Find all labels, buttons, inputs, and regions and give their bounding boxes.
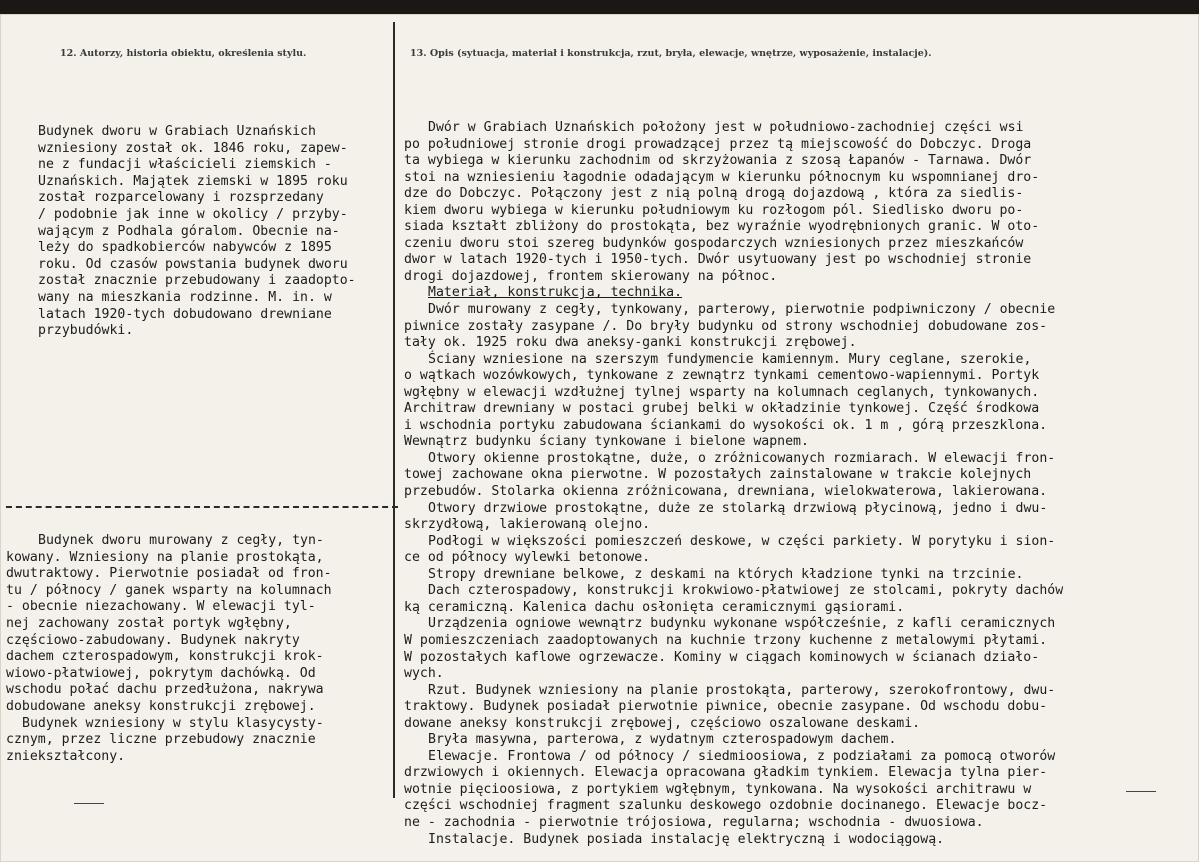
text-line: dachem czterospadowym, konstrukcji krok- (6, 649, 324, 665)
text-line: Otwory drzwiowe prostokątne, duże ze stolarką drzwiową płycinową, jedno i dwu- (428, 500, 1048, 516)
text-line: dze do Dobczyc. Połączony jest z nią polną drogą dojazdową , która za siedlis- (404, 186, 1024, 202)
text-line: został rozparcelowany i rozsprzedany (38, 190, 324, 206)
text-line: wotnie pięcioosiowa, z portykiem wgłębnym, tynkowana. Na wysokości architrawu w (404, 781, 1032, 797)
subheading-material: Materiał, konstrukcja, technika. (428, 285, 683, 301)
text-line: ce od północy wylewki betonowe. (404, 550, 651, 566)
text-line: skrzydłową, lakierowaną olejno. (404, 517, 651, 533)
text-line: wzniesiony został ok. 1846 roku, zapew- (38, 140, 348, 156)
short-rule-left (74, 803, 104, 804)
text-line: dwutraktowy. Pierwotnie posiadał od fron- (6, 566, 332, 582)
history-text-block (38, 124, 356, 340)
text-line: wiowo-płatwiowej, pokrytym dachówką. Od (6, 665, 316, 681)
section-12-header: 12. Autorzy, historia obiektu, określenia stylu. (60, 48, 307, 59)
text-line: Architraw drewniany w postaci grubej belki w okładzinie tynkowej. Część środkowa (404, 401, 1040, 417)
text-line: stoi na wzniesieniu łagodnie odadającym w kierunku północnym ku wspomnianej dro- (404, 169, 1040, 185)
text-line: Dach czterospadowy, konstrukcji krokwiowo-płatwiowej ze stolcami, pokryty dachów (428, 583, 1064, 599)
text-line: latach 1920-tych dobudowano drewniane (38, 306, 332, 322)
text-line: dwor w latach 1920-tych i 1950-tych. Dwór usytuowany jest po wschodniej stronie (404, 252, 1032, 268)
text-line: Podłogi w większości pomieszczeń deskowe, w części parkiety. W porytyku i sion- (428, 533, 1056, 549)
description-text-block (404, 120, 1063, 848)
text-line: kowany. Wzniesiony na planie prostokąta, (6, 549, 324, 565)
text-line: przebudów. Stolarka okienna zróżnicowana, drewniana, wielokwaterowa, lakierowana. (404, 484, 1048, 500)
text-line: W pozostałych kaflowe ogrzewacze. Kominy w ciągach kominowych w ścianach działo- (404, 649, 1040, 665)
text-line: ne z fundacji właścicieli ziemskich - (38, 157, 332, 173)
text-line: Budynek dworu murowany z cegły, tyn- (38, 533, 324, 548)
text-line: siada kształt zbliżony do prostokąta, bez wyraźnie wyodrębnionych granic. W oto- (404, 219, 1040, 235)
text-line: tały ok. 1925 roku dwa aneksy-ganki konstrukcji zrębowej. (404, 335, 857, 351)
text-line: dobudowane aneksy konstrukcji zrębowej. (6, 698, 316, 714)
text-line: ką ceramiczną. Kalenica dachu osłonięta ceramicznymi gąsiorami. (404, 599, 905, 615)
text-line: leży do spadkobierców nabywców z 1895 (38, 240, 332, 256)
text-line: tu / północy / ganek wsparty na kolumnach (6, 582, 332, 598)
text-line: traktowy. Budynek posiadał pierwotnie piwnice, obecnie zasypane. Od wschodu dobu- (404, 699, 1048, 715)
subheading-bryla: Bryła masywna, parterowa, z wydatnym czterospadowym dachem. (428, 732, 897, 748)
text-line: / podobnie jak inne w okolicy / przyby- (38, 206, 348, 222)
text-line: ta wybiega w kierunku zachodnim od skrzyżowania z szosą Łapanów - Tarnawa. Dwór (404, 153, 1032, 169)
column-divider (393, 22, 395, 798)
text-line: ne - zachodnia - pierwotnie trójosiowa, regularna; wschodnia - dwuosiowa. (404, 814, 984, 830)
style-text-block (6, 533, 332, 765)
text-line: po południowej stronie drogi prowadzącej przez tą miejscowość do Dobczyc. Droga (404, 136, 1032, 152)
text-line: czeniu dworu stoi szereg budynków gospodarczych wzniesionych przez mieszkańców (404, 235, 1024, 251)
subheading-rzut: Rzut. Budynek wzniesiony na planie prostokąta, parterowy, szerokofrontowy, dwu- (428, 682, 1056, 698)
text-line: został znacznie przebudowany i zaadopto- (38, 273, 356, 289)
text-line: - obecnie niezachowany. W elewacji tyl- (6, 599, 316, 615)
text-line: nej zachowany został portyk wgłębny, (6, 615, 292, 631)
section-13-header: 13. Opis (sytuacja, materiał i konstrukcja, rzut, bryła, elewacje, wnętrze, wyposażenie, instalacje). (410, 48, 932, 59)
text-line: Budynek wzniesiony w stylu klasycysty- (22, 715, 324, 731)
text-line: i wschodnia portyku zabudowana ściankami do wysokości ok. 1 m , górą przeszklona. (404, 417, 1048, 433)
text-line: wającym z Podhala góralom. Obecnie na- (38, 223, 340, 239)
text-line: Otwory okienne prostokątne, duże, o zróżnicowanych rozmiarach. W elewacji fron- (428, 450, 1056, 466)
text-line: Wewnątrz budynku ściany tynkowane i bielone wapnem. (404, 434, 809, 450)
text-line: piwnice zostały zasypane /. Do bryły budynku od strony wschodniej dobudowane zos- (404, 318, 1048, 334)
text-line: o wątkach wozówkowych, tynkowane z zewnątrz tynkami cementowo-wapiennymi. Portyk (404, 368, 1040, 384)
text-line: części wschodniej fragment szalunku deskowego ozdobnie docinanego. Elewacje bocz- (404, 798, 1048, 814)
section-divider-dashed (6, 506, 398, 508)
text-line: W pomieszczeniach zaadoptowanych na kuchnie trzony kuchenne z metalowymi płytami. (404, 632, 1048, 648)
text-line: Urządzenia ogniowe wewnątrz budynku wykonane współcześnie, z kafli ceramicznych (428, 616, 1056, 632)
text-line: zniekształcony. (6, 748, 126, 764)
text-line: wych. (404, 666, 444, 682)
subheading-elewacje: Elewacje. Frontowa / od północy / siedmioosiowa, z podziałami za pomocą otworów (428, 748, 1056, 764)
text-line: wany na mieszkania rodzinne. M. in. w (38, 289, 332, 305)
text-line: przybudówki. (38, 323, 134, 339)
subheading-instalacje: Instalacje. Budynek posiada instalację elektryczną i wodociągową. (428, 831, 945, 847)
text-line: wgłębny w elewacji wzdłużnej tylnej wsparty na kolumnach ceglanych, tynkowanych. (404, 384, 1040, 400)
text-line: Dwór murowany z cegły, tynkowany, parterowy, pierwotnie podpiwniczony / obecnie (428, 302, 1056, 318)
text-line: towej zachowane okna pierwotne. W pozostałych zainstalowane w trakcie kolejnych (404, 467, 1032, 483)
text-line: Uznańskich. Majątek ziemski w 1895 roku (38, 173, 348, 189)
short-rule-right (1126, 791, 1156, 792)
text-line: wschodu połać dachu przedłużona, nakrywa (6, 682, 324, 698)
text-line: Dwór w Grabiach Uznańskich położony jest w południowo-zachodniej części wsi (428, 120, 1024, 135)
text-line: dowane aneksy konstrukcji zrębowej, częściowo oszalowane deskami. (404, 715, 921, 731)
text-line: kiem dworu wybiega w kierunku południowym ku rozłogom pól. Siedlisko dworu po- (404, 202, 1024, 218)
text-line: roku. Od czasów powstania budynek dworu (38, 256, 348, 272)
text-line: Budynek dworu w Grabiach Uznańskich (38, 124, 316, 139)
text-line: drzwiowych i okiennych. Elewacja opracowana gładkim tynkiem. Elewacja tylna pier- (404, 765, 1048, 781)
text-line: Stropy drewniane belkowe, z deskami na których kładzione tynki na trzcinie. (428, 566, 1024, 582)
text-line: Ściany wzniesione na szerszym fundymencie kamiennym. Mury ceglane, szerokie, (428, 351, 1032, 367)
text-line: drogi dojazdowej, frontem skierowany na północ. (404, 268, 778, 284)
text-line: częściowo-zabudowany. Budynek nakryty (6, 632, 300, 648)
text-line: cznym, przez liczne przebudowy znacznie (6, 732, 316, 748)
